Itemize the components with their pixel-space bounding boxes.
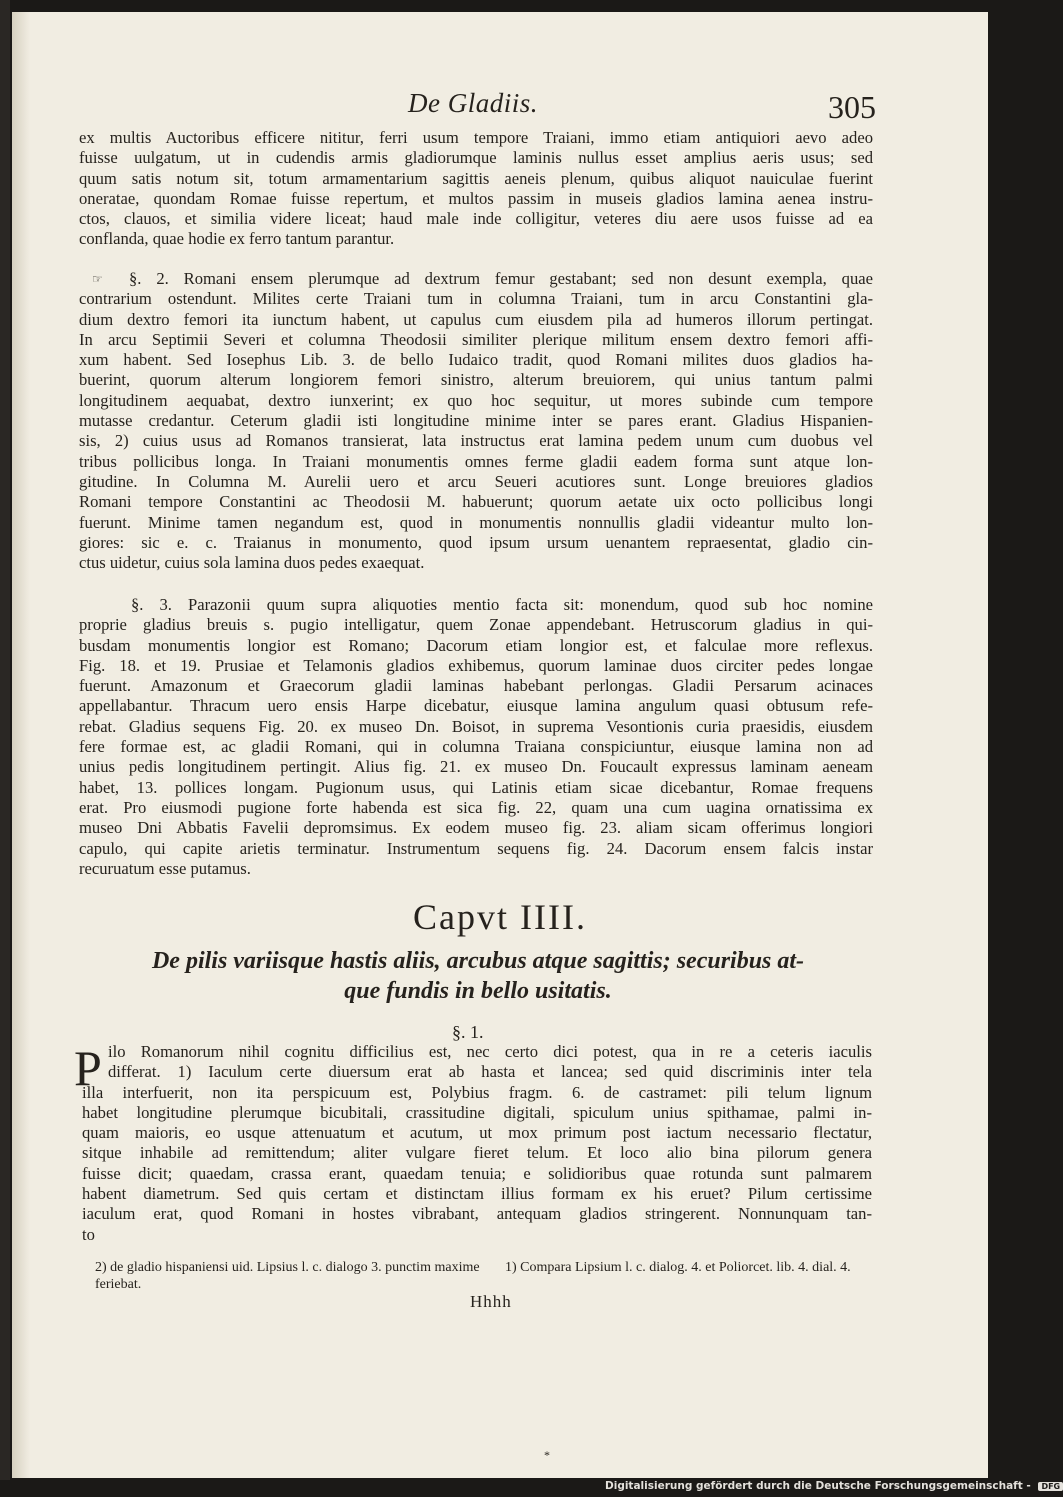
text-line: ex multis Auctoribus efficere nititur, ferri usum tempore Traiani, immo etiam antiquiori aevo adeo (79, 128, 873, 147)
text-line: rebat. Gladius sequens Fig. 20. ex museo Dn. Boisot, in suprema Vesontionis curia praesidis, eiusdem (79, 716, 873, 736)
page-number: 305 (828, 89, 876, 125)
text-line: contrarium ostendunt. Milites certe Traiani tum in columna Traiani, tum in arcu Constantini gla- (79, 289, 873, 309)
text-line: fuerunt. Minime tamen negandum est, quod in monumentis nonnullis gladii videantur multo lon- (79, 512, 873, 532)
digitization-footer (605, 1480, 1063, 1492)
pointing-hand-icon: ☞ (92, 272, 103, 286)
text-line: illa interfuerit, non ita perspicuum est, Polybius fragm. 6. de castramet: pili telum lignum (82, 1082, 872, 1102)
text-line: gitudine. In Columna M. Aurelii uero et arcu Seueri acutiores sunt. Longe breuiores gladios (79, 471, 873, 491)
text-line: habet longitudine plerumque bicubitali, crassitudine digitali, spiculum unius spithamae, palmi in- (82, 1102, 872, 1122)
text-line: Fig. 18. et 19. Prusiae et Telamonis gladios exhibemus, quorum laminae duos circiter pedes longae (79, 655, 873, 675)
text-line: habent diametrum. Sed quis certam et distinctam illius formam ex his eruet? Pilum certissime (82, 1184, 872, 1204)
text-line: sis, 2) cuius usus ad Romanos transierat, lata instructus erat lamina pedem unum cum duobus vel (79, 431, 873, 451)
text-line: In arcu Septimii Severi et columna Theodosii similiter plerique militum ensem dextro femori affi- (79, 329, 873, 349)
text-line: longitudinem aequabat, dextro iunxerint; ex quo hoc sequitur, ut mores subinde cum tempore (79, 390, 873, 410)
section-heading: §. 1. (452, 1022, 484, 1042)
text-line: xum habent. Sed Iosephus Lib. 3. de bello Iudaico tradit, quod Romani milites duos gladios ha- (79, 350, 873, 370)
text-line: Romani tempore Constantini ac Theodosii M. habuerunt; quorum aetate uix octo pollicibus longi (79, 492, 873, 512)
text-line: appellabantur. Thracum uero ensis Harpe dicebatur, eiusque lamina angulum quasi obtusum refe- (79, 696, 873, 716)
footer-text: Digitalisierung gefördert durch die Deutsche Forschungsgemeinschaft - (605, 1480, 1031, 1492)
text-line: recuruatum esse putamus. (79, 858, 251, 878)
text-line: conflanda, quae hodie ex ferro tantum parantur. (79, 229, 395, 249)
footnote-right: 1) Compara Lipsium l. c. dialog. 4. et Poliorcet. lib. 4. dial. 4. (505, 1260, 851, 1275)
text-line: quum satis notum sit, totum armamentarium sagittis aeneis plenum, quibus aliquot nauiculae fuerint (79, 168, 873, 188)
text-line: iaculum erat, quod Romani in hostes vibrabant, antequam gladios stringerent. Nonnunquam tan- (82, 1204, 872, 1224)
text-line: unius pedis longitudinem pertingit. Alius fig. 21. ex museo Dn. Foucault expressus laminam aeneam (79, 757, 873, 777)
star-mark: * (544, 1448, 550, 1462)
chapter-subtitle (78, 946, 878, 1006)
text-line: §. 3. Parazonii quum supra aliquoties mentio facta sit: monendum, quod sub hoc nomine (131, 595, 873, 614)
catchword: to (82, 1224, 95, 1244)
text-line: fuerunt. Amazonum et Graecorum gladii laminas habebant perlongas. Gladii Persarum acinaces (79, 676, 873, 696)
book-page (12, 12, 988, 1478)
chapter-subtitle-line: que fundis in bello usitatis. (344, 978, 612, 1004)
text-line: fere formae est, ac gladii Romani, qui in columna Traiana conspiciuntur, eiusque lamina non ad (79, 737, 873, 757)
text-line: quam maioris, eo usque attenuatum et acutum, ut mox primum post iactum necessario flectatur, (82, 1123, 872, 1143)
running-title: De Gladiis. (408, 88, 538, 118)
dfg-logo: DFG (1038, 1482, 1063, 1491)
text-line: ctus uidetur, cuius sola lamina duos pedes exaequat. (79, 553, 425, 573)
text-line: proprie gladius breuis s. pugio intelligatur, quem Zonae appendebant. Hetruscorum gladius in qui- (79, 615, 873, 635)
scanner-frame (0, 0, 10, 1480)
chapter-subtitle-line: De pilis variisque hastis aliis, arcubus atque sagittis; securibus at- (151, 948, 805, 974)
text-line: busdam monumentis longior est Romano; Dacorum etiam longior est, et falculae more reflexus. (79, 635, 873, 655)
text-line: buerint, quorum alterum longiorem femori sinistro, alterum breuiorem, qui unius tantum palmi (79, 370, 873, 390)
text-line: giores: sic e. c. Traianus in monumento, quod ipsum ursum uenantem repraesentat, gladio cin- (79, 532, 873, 552)
text-line: capulo, qui capite arietis terminatur. Instrumentum sequens fig. 24. Dacorum ensem falcis instar (79, 838, 873, 858)
paragraph-1 (79, 128, 873, 250)
chapter-title: Capvt IIII. (413, 897, 587, 937)
text-line: ilo Romanorum nihil cognitu difficilius est, nec certo dici potest, qua in re a ceteris iaculis (108, 1042, 872, 1061)
paragraph-4 (82, 1042, 872, 1245)
text-line: oneratae, quondam Romae fuisse repertum, et multos passim in museis gladios lamina aenea instru- (79, 188, 873, 208)
paragraph-3 (79, 595, 873, 879)
text-line: differat. 1) Iaculum certe diuersum erat ab hasta et lancea; sed quid discriminis inter tela (108, 1062, 872, 1082)
text-line: §. 2. Romani ensem plerumque ad dextrum femur gestabant; sed non desunt exempla, quae (129, 269, 873, 288)
text-line: mutasse credantur. Ceterum gladii isti longitudine minime inter se pares erant. Gladius Hispanien- (79, 411, 873, 431)
text-line: sitque inhabile ad remittendum; aliter vulgare fieret telum. Et loco alio bina pilorum genera (82, 1143, 872, 1163)
text-line: fuisse dicit; quaedam, crassa erant, quaedam tenuia; e solidioribus quae rotunda sunt palmarem (82, 1163, 872, 1183)
text-line: museo Dni Abbatis Favelii depromsimus. Ex eodem museo fig. 23. aliam sicam offerimus longiori (79, 818, 873, 838)
footnote-left: 2) de gladio hispaniensi uid. Lipsius l. c. dialogo 3. punctim maxime feriebat. (95, 1260, 480, 1292)
text-line: erat. Pro eiusmodi pugione forte habenda est sica fig. 22, quam una cum uagina ornatissima ex (79, 797, 873, 817)
text-line: tribus pollicibus longa. In Traiani monumentis omnes ferme gladii eadem forma sunt atque lon- (79, 451, 873, 471)
text-line: dium dextro femori ita iunctum habent, ut capulus cum eiusdem pila ad humeros illorum pertingat. (79, 309, 873, 329)
signature-mark: Hhhh (470, 1292, 512, 1311)
drop-cap: P (74, 1040, 102, 1096)
text-line: habet, 13. pollices longam. Pugionum usus, qui Latinis etiam sicae dicebantur, Romae frequens (79, 777, 873, 797)
text-line: fuisse uulgatum, ut in cudendis armis gladiorumque laminis nullus esset amplius aeris usus; sed (79, 148, 873, 168)
paragraph-2 (79, 269, 873, 573)
text-line: ctos, clauos, et similia videre liceat; haud male inde colligitur, veteres diu aere usos fuisse ad ea (79, 209, 873, 229)
